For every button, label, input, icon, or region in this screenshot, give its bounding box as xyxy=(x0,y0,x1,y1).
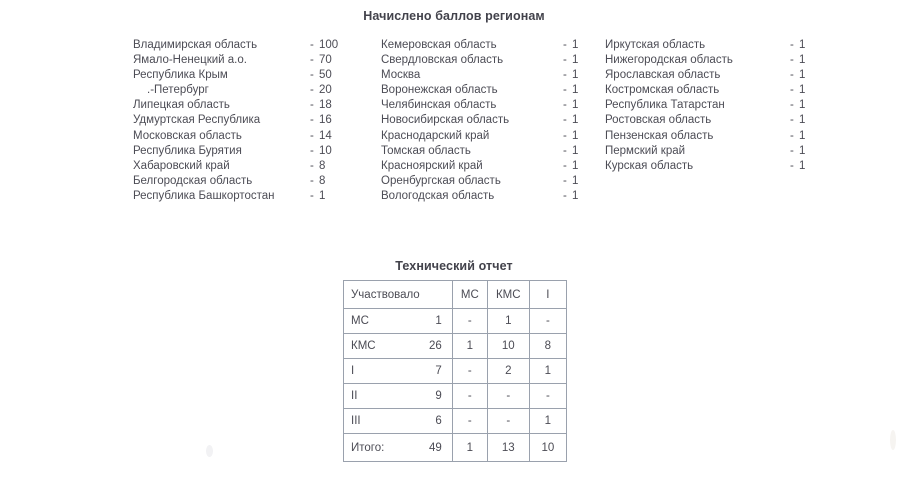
region-points-value: 14 xyxy=(319,129,332,142)
region-points-row xyxy=(133,99,345,114)
region-name: Костромская область xyxy=(605,84,720,97)
total-cell-kms: 13 xyxy=(487,434,529,462)
cell-mc: 1 xyxy=(452,334,487,359)
points-column-3 xyxy=(605,39,823,175)
row-label: КМС xyxy=(351,340,376,352)
region-name: Республика Татарстан xyxy=(605,99,725,112)
region-name: Республика Бурятия xyxy=(133,144,242,157)
separator-dash: - xyxy=(790,114,794,127)
region-points-value: 1 xyxy=(799,129,806,142)
row-label-cell xyxy=(344,359,453,384)
separator-dash: - xyxy=(563,54,567,67)
separator-dash: - xyxy=(310,69,314,82)
row-participant-count: 7 xyxy=(435,365,442,377)
region-name: Свердловская область xyxy=(381,54,504,67)
scan-artifact xyxy=(890,430,896,450)
region-name: Красноярский край xyxy=(381,159,483,172)
separator-dash: - xyxy=(563,99,567,112)
region-points-value: 1 xyxy=(572,54,579,67)
region-points-value: 1 xyxy=(572,99,579,112)
region-name: Республика Крым xyxy=(133,69,228,82)
region-points-row xyxy=(605,84,823,99)
region-points-row xyxy=(381,160,596,175)
row-label: I xyxy=(351,365,355,377)
region-name: Владимирская область xyxy=(133,39,258,51)
technical-report-table xyxy=(343,280,567,462)
column-header-3: I xyxy=(529,281,566,309)
row-participant-count: 49 xyxy=(429,441,442,454)
total-cell-i: 10 xyxy=(529,434,566,462)
region-name: Челябинская область xyxy=(381,99,497,112)
region-points-value: 1 xyxy=(799,39,806,51)
table-header-row xyxy=(344,281,567,309)
region-points-row xyxy=(381,145,596,160)
region-points-row xyxy=(133,54,345,69)
region-points-row xyxy=(605,69,823,84)
separator-dash: - xyxy=(563,84,567,97)
cell-kms: 2 xyxy=(487,359,529,384)
table-row xyxy=(344,359,567,384)
region-name: Московская область xyxy=(133,129,242,142)
separator-dash: - xyxy=(563,189,567,202)
cell-i: - xyxy=(529,384,566,409)
region-points-row xyxy=(133,130,345,145)
region-points-value: 1 xyxy=(572,69,579,82)
separator-dash: - xyxy=(310,114,314,127)
separator-dash: - xyxy=(310,174,314,187)
total-cell-mc: 1 xyxy=(452,434,487,462)
region-points-row xyxy=(381,99,596,114)
region-points-row xyxy=(133,145,345,160)
region-points-value: 1 xyxy=(572,129,579,142)
cell-kms: 10 xyxy=(487,334,529,359)
region-points-value: 20 xyxy=(319,84,332,97)
separator-dash: - xyxy=(790,144,794,157)
region-points-row xyxy=(605,145,823,160)
region-name: Вологодская область xyxy=(381,189,495,202)
separator-dash: - xyxy=(310,99,314,112)
table-row xyxy=(344,384,567,409)
region-points-row xyxy=(381,175,596,190)
region-points-row xyxy=(381,69,596,84)
region-points-value: 1 xyxy=(799,99,806,112)
region-points-row xyxy=(133,175,345,190)
separator-dash: - xyxy=(310,84,314,97)
region-points-row xyxy=(381,190,596,205)
separator-dash: - xyxy=(790,129,794,142)
separator-dash: - xyxy=(310,159,314,172)
region-name: Пермский край xyxy=(605,144,686,157)
region-points-row xyxy=(605,160,823,175)
row-label-cell xyxy=(344,384,453,409)
region-points-value: 8 xyxy=(319,159,326,172)
region-points-value: 1 xyxy=(799,144,806,157)
cell-mc: - xyxy=(452,309,487,334)
region-points-row xyxy=(381,114,596,129)
row-participant-count: 1 xyxy=(435,315,442,327)
region-name: Ростовская область xyxy=(605,114,712,127)
region-points-row xyxy=(133,160,345,175)
cell-i: 8 xyxy=(529,334,566,359)
region-name: Курская область xyxy=(605,159,694,172)
row-label-cell xyxy=(344,434,453,462)
region-name: Краснодарский край xyxy=(381,129,490,142)
region-points-value: 1 xyxy=(799,69,806,82)
column-header-2: КМС xyxy=(487,281,529,309)
region-name: Белгородская область xyxy=(133,174,253,187)
points-column-2 xyxy=(381,39,596,205)
row-participant-count: 26 xyxy=(429,340,442,352)
region-points-value: 1 xyxy=(572,84,579,97)
separator-dash: - xyxy=(310,189,314,202)
separator-dash: - xyxy=(563,129,567,142)
row-participant-count: 9 xyxy=(435,390,442,402)
region-points-row xyxy=(605,54,823,69)
separator-dash: - xyxy=(790,69,794,82)
region-points-row xyxy=(381,39,596,54)
region-points-value: 70 xyxy=(319,54,332,67)
region-name: Ямало-Ненецкий а.о. xyxy=(133,54,247,67)
region-points-row xyxy=(605,114,823,129)
region-name: Новосибирская область xyxy=(381,114,510,127)
separator-dash: - xyxy=(790,159,794,172)
region-name: Ярославская область xyxy=(605,69,721,82)
region-points-value: 1 xyxy=(319,189,326,202)
region-points-row xyxy=(133,190,345,205)
separator-dash: - xyxy=(563,69,567,82)
region-points-row xyxy=(133,84,345,99)
cell-mc: - xyxy=(452,384,487,409)
cell-i: 1 xyxy=(529,409,566,434)
region-points-row xyxy=(381,130,596,145)
report-section-title: Технический отчет xyxy=(395,259,513,273)
region-points-row xyxy=(133,39,345,54)
separator-dash: - xyxy=(310,144,314,157)
region-points-row xyxy=(381,84,596,99)
region-name: Иркутская область xyxy=(605,39,706,51)
region-points-value: 1 xyxy=(572,174,579,187)
region-points-value: 8 xyxy=(319,174,326,187)
region-points-value: 50 xyxy=(319,69,332,82)
cell-mc: - xyxy=(452,409,487,434)
region-name: Томская область xyxy=(381,144,471,157)
region-points-row xyxy=(605,130,823,145)
row-label: III xyxy=(351,415,361,427)
region-points-value: 1 xyxy=(799,159,806,172)
table-row xyxy=(344,309,567,334)
cell-mc: - xyxy=(452,359,487,384)
region-name: Оренбургская область xyxy=(381,174,501,187)
separator-dash: - xyxy=(790,84,794,97)
points-column-1 xyxy=(133,39,345,205)
region-name: Нижегородская область xyxy=(605,54,733,67)
separator-dash: - xyxy=(310,54,314,67)
separator-dash: - xyxy=(790,99,794,112)
row-label: Итого: xyxy=(351,441,385,454)
region-name: Воронежская область xyxy=(381,84,498,97)
region-points-row xyxy=(605,39,823,54)
column-header-1: МС xyxy=(452,281,487,309)
cell-i: - xyxy=(529,309,566,334)
table-total-row xyxy=(344,434,567,462)
region-name: Пензенская область xyxy=(605,129,714,142)
row-label: МС xyxy=(351,315,369,327)
separator-dash: - xyxy=(310,129,314,142)
region-points-value: 1 xyxy=(572,189,579,202)
region-points-value: 18 xyxy=(319,99,332,112)
separator-dash: - xyxy=(790,39,794,51)
column-header-participated: Участвовало xyxy=(344,281,453,309)
row-label-cell xyxy=(344,334,453,359)
region-points-value: 1 xyxy=(572,114,579,127)
region-points-value: 16 xyxy=(319,114,332,127)
separator-dash: - xyxy=(563,174,567,187)
table-row xyxy=(344,409,567,434)
region-points-value: 1 xyxy=(572,39,579,51)
table-row xyxy=(344,334,567,359)
region-points-value: 100 xyxy=(319,39,339,51)
separator-dash: - xyxy=(563,144,567,157)
cell-i: 1 xyxy=(529,359,566,384)
cell-kms: 1 xyxy=(487,309,529,334)
region-points-row xyxy=(133,114,345,129)
row-label: II xyxy=(351,390,358,402)
region-points-row xyxy=(605,99,823,114)
region-name: Липецкая область xyxy=(133,99,230,112)
region-name: .-Петербург xyxy=(147,84,209,97)
region-name: Удмуртская Республика xyxy=(133,114,261,127)
region-points-value: 10 xyxy=(319,144,332,157)
points-section-title: Начислено баллов регионам xyxy=(363,9,545,23)
region-name: Кемеровская область xyxy=(381,39,497,51)
region-points-value: 1 xyxy=(799,114,806,127)
row-participant-count: 6 xyxy=(435,415,442,427)
row-label-cell xyxy=(344,409,453,434)
region-points-value: 1 xyxy=(572,159,579,172)
separator-dash: - xyxy=(563,39,567,51)
region-points-row xyxy=(381,54,596,69)
cell-kms: - xyxy=(487,384,529,409)
region-points-value: 1 xyxy=(799,54,806,67)
separator-dash: - xyxy=(790,54,794,67)
separator-dash: - xyxy=(563,114,567,127)
region-name: Хабаровский край xyxy=(133,159,230,172)
region-points-value: 1 xyxy=(799,84,806,97)
region-points-value: 1 xyxy=(572,144,579,157)
scan-artifact xyxy=(206,445,213,457)
region-points-row xyxy=(133,69,345,84)
region-name: Республика Башкортостан xyxy=(133,189,275,202)
separator-dash: - xyxy=(563,159,567,172)
row-label-cell xyxy=(344,309,453,334)
cell-kms: - xyxy=(487,409,529,434)
separator-dash: - xyxy=(310,39,314,51)
region-name: Москва xyxy=(381,69,421,82)
